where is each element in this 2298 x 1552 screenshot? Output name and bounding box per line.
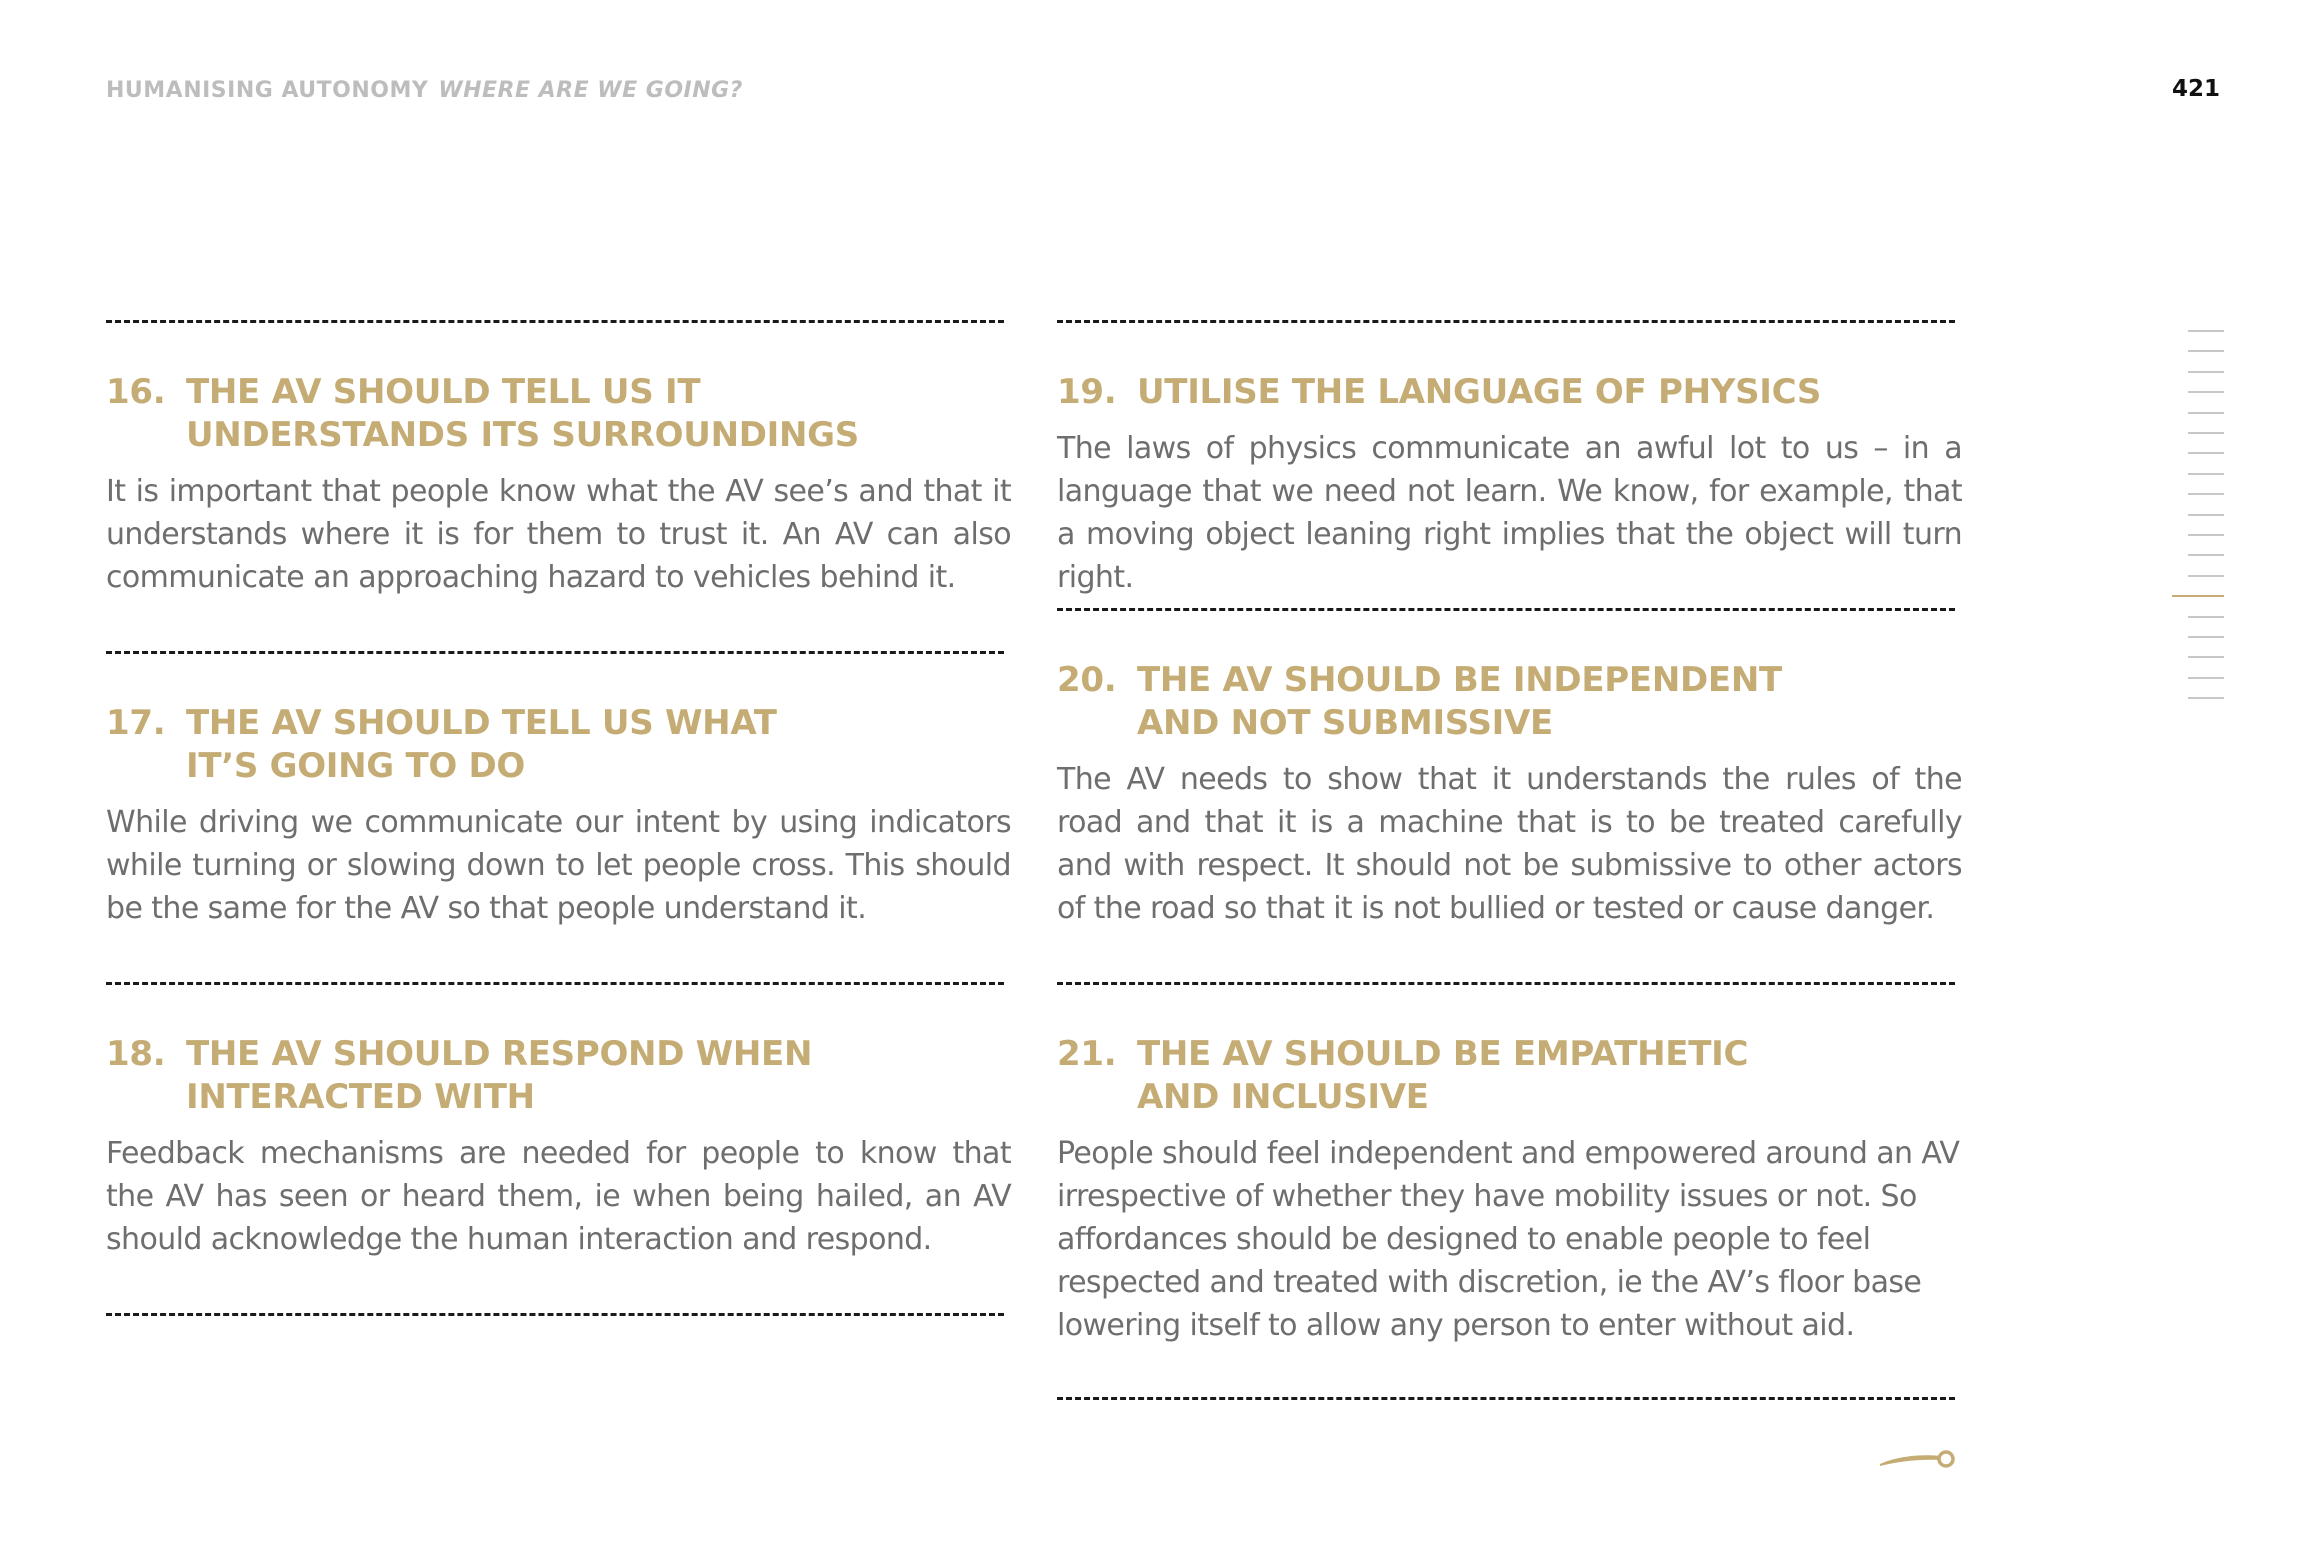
principle-title: THE AV SHOULD TELL US IT UNDERSTANDS ITS SURROUNDINGS — [186, 372, 859, 455]
principle-title: THE AV SHOULD BE EMPATHETIC AND INCLUSIVE — [1137, 1034, 1749, 1117]
principle-heading — [106, 371, 1011, 457]
principle-number: 21. — [1057, 1034, 1117, 1074]
dashed-divider — [1057, 608, 1955, 611]
nav-tick — [2188, 677, 2224, 679]
principle-title: UTILISE THE LANGUAGE OF PHYSICS — [1137, 372, 1822, 412]
nav-tick-active — [2172, 595, 2224, 597]
principle-item-20 — [1057, 659, 1962, 930]
principle-number: 17. — [106, 703, 166, 743]
principle-body: The AV needs to show that it understands the rules of the road and that it is a machine that is to be treated carefully and with respect. It should not be submissive to other actors of the road so that it is not bullied or tested or cause danger. — [1057, 762, 1962, 926]
principle-body: Feedback mechanisms are needed for people to know that the AV has seen or heard them, ie when being hailed, an AV should acknowledge the human interaction and respond. — [106, 1136, 1011, 1257]
principle-body: The laws of physics communicate an awful lot to us – in a language that we need not learn. We know, for example, that a moving object leaning right implies that the object will turn right. — [1057, 431, 1962, 595]
dashed-divider — [1057, 982, 1955, 985]
dashed-divider — [106, 651, 1004, 654]
nav-tick — [2188, 452, 2224, 454]
principle-item-16 — [106, 371, 1011, 599]
principle-item-19 — [1057, 371, 1962, 599]
principle-body: People should feel independent and empowered around an AV irrespective of whether they have mobility issues or not. So affordances should be designed to enable people to feel respected and treated with discretion, ie the AV’s floor base lowering itself to allow any person to enter without aid. — [1057, 1136, 1960, 1343]
nav-tick — [2188, 514, 2224, 516]
principle-item-17 — [106, 702, 1011, 930]
principle-body: It is important that people know what the AV see’s and that it understands where it is for them to trust it. An AV can also communicate an approaching hazard to vehicles behind it. — [106, 474, 1011, 595]
dashed-divider — [106, 982, 1004, 985]
principle-title: THE AV SHOULD TELL US WHAT IT’S GOING TO DO — [186, 703, 777, 786]
nav-tick — [2188, 391, 2224, 393]
page-number: 421 — [2171, 76, 2220, 102]
principle-item-18 — [106, 1033, 1011, 1261]
dashed-divider — [1057, 320, 1955, 323]
nav-tick — [2188, 656, 2224, 658]
principle-heading — [1057, 371, 1962, 414]
principle-title: THE AV SHOULD RESPOND WHEN INTERACTED WITH — [186, 1034, 813, 1117]
dashed-divider — [106, 1313, 1004, 1316]
principle-heading — [106, 1033, 1011, 1119]
nav-tick — [2188, 616, 2224, 618]
running-header — [106, 78, 743, 103]
principle-body: While driving we communicate our intent by using indicators while turning or slowing down to let people cross. This should be the same for the AV so that people understand it. — [106, 805, 1011, 926]
publication-title: HUMANISING AUTONOMY — [106, 78, 429, 103]
nav-tick — [2188, 575, 2224, 577]
nav-tick — [2188, 554, 2224, 556]
principle-number: 18. — [106, 1034, 166, 1074]
principle-heading — [1057, 1033, 1962, 1119]
nav-tick — [2188, 371, 2224, 373]
principle-heading — [1057, 659, 1962, 745]
nav-tick — [2188, 636, 2224, 638]
dashed-divider — [106, 320, 1004, 323]
nav-tick — [2188, 697, 2224, 699]
principle-number: 16. — [106, 372, 166, 412]
section-title: WHERE ARE WE GOING? — [438, 78, 743, 103]
vehicle-logo-icon — [1878, 1442, 1958, 1472]
nav-tick — [2188, 493, 2224, 495]
principle-heading — [106, 702, 1011, 788]
principle-title: THE AV SHOULD BE INDEPENDENT AND NOT SUBMISSIVE — [1137, 660, 1782, 743]
principle-number: 20. — [1057, 660, 1117, 700]
nav-tick — [2188, 432, 2224, 434]
principle-number: 19. — [1057, 372, 1117, 412]
nav-tick — [2188, 330, 2224, 332]
nav-tick — [2188, 412, 2224, 414]
nav-tick — [2188, 534, 2224, 536]
nav-tick — [2188, 350, 2224, 352]
dashed-divider — [1057, 1397, 1955, 1400]
nav-tick — [2188, 473, 2224, 475]
principle-item-21 — [1057, 1033, 1962, 1347]
